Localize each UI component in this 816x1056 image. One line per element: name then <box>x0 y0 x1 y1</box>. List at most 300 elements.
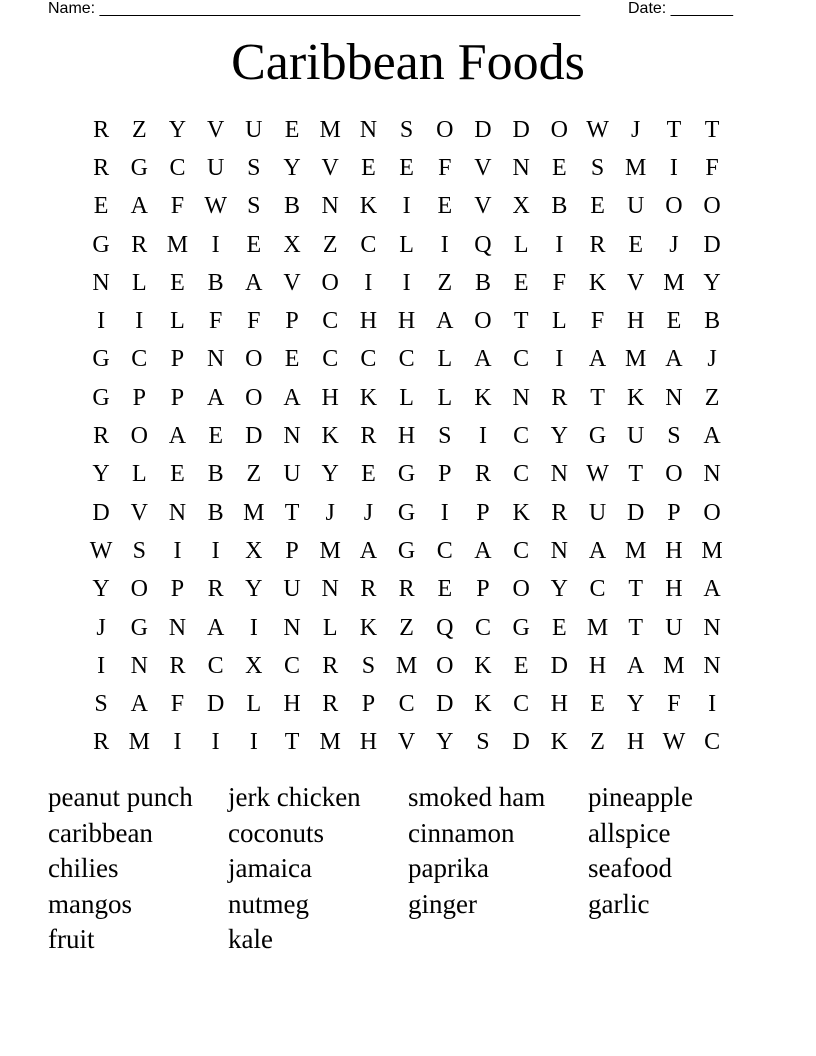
grid-letter[interactable]: I <box>173 537 182 564</box>
grid-letter[interactable]: E <box>590 691 605 718</box>
grid-letter[interactable]: R <box>474 461 491 488</box>
grid-letter[interactable]: V <box>321 154 339 181</box>
grid-letter[interactable]: N <box>168 499 187 526</box>
grid-letter[interactable]: N <box>92 269 110 296</box>
grid-letter[interactable]: O <box>321 269 339 296</box>
grid-letter[interactable]: G <box>130 614 148 641</box>
grid-letter[interactable]: Q <box>436 614 454 641</box>
grid-letter[interactable]: V <box>283 269 301 296</box>
grid-letter[interactable]: I <box>249 614 258 641</box>
grid-letter[interactable]: I <box>97 652 106 679</box>
grid-letter[interactable]: H <box>359 308 378 335</box>
grid-letter[interactable]: G <box>397 461 416 488</box>
grid-letter[interactable]: E <box>170 269 185 296</box>
grid-letter[interactable]: R <box>131 231 148 258</box>
grid-letter[interactable]: N <box>703 461 721 488</box>
grid-letter[interactable]: D <box>512 116 530 143</box>
grid-letter[interactable]: E <box>284 116 300 143</box>
grid-letter[interactable]: N <box>130 652 148 679</box>
grid-letter[interactable]: R <box>360 576 377 603</box>
grid-letter[interactable]: M <box>319 116 341 143</box>
grid-letter[interactable]: Z <box>131 116 147 143</box>
grid-letter[interactable]: C <box>284 652 301 679</box>
grid-letter[interactable]: X <box>283 231 301 258</box>
grid-letter[interactable]: S <box>438 423 452 450</box>
grid-letter[interactable]: B <box>284 193 301 220</box>
grid-letter[interactable]: W <box>586 461 609 488</box>
grid-letter[interactable]: D <box>206 691 225 718</box>
grid-letter[interactable]: A <box>627 652 645 679</box>
grid-letter[interactable]: T <box>284 499 300 526</box>
grid-letter[interactable]: U <box>283 461 301 488</box>
grid-letter[interactable]: N <box>168 614 187 641</box>
grid-letter[interactable]: G <box>92 231 110 258</box>
grid-letter[interactable]: E <box>170 461 185 488</box>
grid-letter[interactable]: G <box>588 423 607 450</box>
grid-letter[interactable]: H <box>665 537 683 564</box>
grid-letter[interactable]: N <box>665 384 683 411</box>
grid-letter[interactable]: D <box>474 116 492 143</box>
grid-letter[interactable]: E <box>437 576 453 603</box>
grid-letter[interactable]: U <box>245 116 263 143</box>
grid-letter[interactable]: A <box>283 384 301 411</box>
grid-letter[interactable]: U <box>627 193 645 220</box>
grid-letter[interactable]: N <box>321 576 339 603</box>
grid-letter[interactable]: L <box>513 231 529 258</box>
grid-letter[interactable]: C <box>589 576 606 603</box>
grid-letter[interactable]: A <box>588 537 607 564</box>
grid-letter[interactable]: L <box>322 614 338 641</box>
grid-letter[interactable]: D <box>436 691 454 718</box>
grid-letter[interactable]: O <box>703 193 721 220</box>
grid-letter[interactable]: B <box>474 269 491 296</box>
grid-letter[interactable]: Z <box>246 461 262 488</box>
grid-letter[interactable]: P <box>170 576 185 603</box>
grid-letter[interactable]: Q <box>474 231 492 258</box>
grid-letter[interactable]: N <box>321 193 339 220</box>
grid-letter[interactable]: S <box>247 193 261 220</box>
grid-letter[interactable]: W <box>586 116 609 143</box>
grid-letter[interactable]: E <box>361 461 376 488</box>
grid-letter[interactable]: O <box>130 423 148 450</box>
grid-letter[interactable]: R <box>551 384 568 411</box>
grid-letter[interactable]: T <box>628 576 644 603</box>
word-bank-item: mangos <box>48 888 132 919</box>
grid-letter[interactable]: L <box>552 308 567 335</box>
grid-letter[interactable]: U <box>627 423 645 450</box>
grid-letter[interactable]: D <box>512 729 530 756</box>
grid-letter[interactable]: T <box>666 116 682 143</box>
grid-letter[interactable]: R <box>322 652 339 679</box>
grid-letter[interactable]: S <box>590 154 605 181</box>
grid-letter[interactable]: D <box>92 499 110 526</box>
grid-letter[interactable]: E <box>284 346 300 373</box>
grid-letter[interactable]: C <box>474 614 491 641</box>
grid-letter[interactable]: I <box>364 269 373 296</box>
grid-letter[interactable]: O <box>245 346 263 373</box>
grid-letter[interactable]: Y <box>321 461 339 488</box>
grid-letter[interactable]: U <box>665 614 683 641</box>
grid-letter[interactable]: T <box>628 614 644 641</box>
word-bank-item: smoked ham <box>408 782 546 812</box>
grid-letter[interactable]: Y <box>703 269 721 296</box>
grid-letter[interactable]: B <box>551 193 568 220</box>
grid-letter[interactable]: A <box>665 346 683 373</box>
grid-letter[interactable]: I <box>173 729 182 756</box>
grid-letter[interactable]: P <box>476 499 490 526</box>
grid-letter[interactable]: C <box>131 346 148 373</box>
grid-letter[interactable]: G <box>397 537 416 564</box>
grid-letter[interactable]: E <box>552 614 567 641</box>
grid-letter[interactable]: B <box>704 308 721 335</box>
grid-letter[interactable]: C <box>360 346 377 373</box>
grid-letter[interactable]: A <box>206 384 225 411</box>
grid-letter[interactable]: F <box>667 691 681 718</box>
grid-letter[interactable]: I <box>211 231 220 258</box>
grid-letter[interactable]: H <box>321 384 339 411</box>
grid-letter[interactable]: C <box>398 691 415 718</box>
grid-letter[interactable]: L <box>399 384 414 411</box>
grid-letter[interactable]: I <box>708 691 717 718</box>
grid-letter[interactable]: E <box>437 193 453 220</box>
grid-letter[interactable]: A <box>703 423 721 450</box>
grid-letter[interactable]: L <box>131 269 147 296</box>
grid-letter[interactable]: B <box>207 499 224 526</box>
grid-letter[interactable]: P <box>476 576 490 603</box>
grid-letter[interactable]: F <box>247 308 261 335</box>
grid-letter[interactable]: L <box>246 691 262 718</box>
grid-letter[interactable]: N <box>512 384 530 411</box>
grid-letter[interactable]: N <box>283 423 301 450</box>
word-bank-item: seafood <box>588 853 672 883</box>
grid-letter[interactable]: H <box>283 691 301 718</box>
grid-letter[interactable]: M <box>166 231 189 258</box>
grid-letter[interactable]: K <box>474 691 492 718</box>
grid-letter[interactable]: X <box>512 193 530 220</box>
grid-letter[interactable]: O <box>703 499 721 526</box>
grid-letter[interactable]: Y <box>283 154 301 181</box>
grid-letter[interactable]: K <box>588 269 607 296</box>
grid-letter[interactable]: E <box>208 423 223 450</box>
word-bank-item: cinnamon <box>408 817 515 848</box>
grid-letter[interactable]: G <box>397 499 416 526</box>
grid-letter[interactable]: I <box>249 729 258 756</box>
grid-letter[interactable]: F <box>170 691 185 718</box>
grid-letter[interactable]: W <box>662 729 686 756</box>
grid-letter[interactable]: A <box>588 346 607 373</box>
grid-letter[interactable]: J <box>363 499 374 526</box>
grid-letter[interactable]: N <box>703 652 721 679</box>
grid-letter[interactable]: D <box>703 231 721 258</box>
grid-letter[interactable]: H <box>627 308 645 335</box>
grid-letter[interactable]: C <box>436 537 453 564</box>
grid-letter[interactable]: Y <box>550 576 569 603</box>
grid-letter[interactable]: G <box>92 346 110 373</box>
grid-letter[interactable]: M <box>625 154 647 181</box>
grid-letter[interactable]: R <box>93 729 110 756</box>
grid-letter[interactable]: T <box>513 308 529 335</box>
grid-letter[interactable]: T <box>284 729 300 756</box>
word-bank-item: caribbean <box>48 817 153 848</box>
grid-letter[interactable]: H <box>627 729 645 756</box>
grid-letter[interactable]: K <box>512 499 530 526</box>
grid-letter[interactable]: D <box>627 499 645 526</box>
grid-letter[interactable]: K <box>321 423 339 450</box>
grid-letter[interactable]: I <box>402 193 411 220</box>
grid-letter[interactable]: T <box>590 384 605 411</box>
grid-letter[interactable]: B <box>207 269 224 296</box>
grid-letter[interactable]: W <box>89 537 113 564</box>
grid-letter[interactable]: C <box>513 423 530 450</box>
word-search-grid <box>82 111 731 762</box>
grid-letter[interactable]: O <box>436 652 454 679</box>
grid-letter[interactable]: E <box>666 308 682 335</box>
grid-letter[interactable]: E <box>361 154 376 181</box>
grid-letter[interactable]: O <box>436 116 454 143</box>
grid-letter[interactable]: I <box>135 308 144 335</box>
grid-letter[interactable]: P <box>438 461 452 488</box>
grid-letter[interactable]: C <box>322 308 339 335</box>
grid-letter[interactable]: P <box>285 308 299 335</box>
grid-letter[interactable]: O <box>550 116 569 143</box>
grid-letter[interactable]: G <box>130 154 148 181</box>
grid-letter[interactable]: B <box>207 461 224 488</box>
grid-letter[interactable]: T <box>628 461 644 488</box>
grid-letter[interactable]: A <box>130 691 148 718</box>
grid-letter[interactable]: M <box>586 614 609 641</box>
grid-letter[interactable]: X <box>245 537 263 564</box>
grid-letter[interactable]: C <box>398 346 415 373</box>
grid-letter[interactable]: Y <box>627 691 645 718</box>
grid-letter[interactable]: D <box>550 652 569 679</box>
grid-letter[interactable]: U <box>206 154 225 181</box>
grid-letter[interactable]: M <box>701 537 723 564</box>
grid-letter[interactable]: K <box>359 614 378 641</box>
grid-letter[interactable]: P <box>667 499 681 526</box>
grid-letter[interactable]: L <box>399 231 414 258</box>
grid-letter[interactable]: R <box>551 499 568 526</box>
grid-letter[interactable]: V <box>474 154 492 181</box>
grid-letter[interactable]: C <box>169 154 186 181</box>
grid-letter[interactable]: P <box>132 384 146 411</box>
name-field-label: Name: ______________________________________________________ <box>48 0 581 17</box>
grid-letter[interactable]: I <box>669 154 678 181</box>
grid-letter[interactable]: S <box>132 537 146 564</box>
word-bank-item: paprika <box>408 853 489 883</box>
grid-letter[interactable]: A <box>245 269 263 296</box>
grid-letter[interactable]: M <box>625 537 647 564</box>
grid-letter[interactable]: S <box>667 423 681 450</box>
grid-letter[interactable]: N <box>550 537 569 564</box>
grid-letter[interactable]: C <box>513 537 530 564</box>
grid-letter[interactable]: M <box>319 729 341 756</box>
grid-letter[interactable]: V <box>397 729 416 756</box>
grid-letter[interactable]: R <box>207 576 224 603</box>
grid-letter[interactable]: H <box>588 652 607 679</box>
grid-letter[interactable]: A <box>206 614 225 641</box>
grid-letter[interactable]: R <box>93 423 110 450</box>
grid-letter[interactable]: Y <box>92 576 110 603</box>
grid-letter[interactable]: Z <box>437 269 453 296</box>
grid-letter[interactable]: F <box>590 308 605 335</box>
grid-letter[interactable]: V <box>206 116 225 143</box>
grid-letter[interactable]: C <box>513 691 530 718</box>
grid-letter[interactable]: H <box>665 576 683 603</box>
grid-letter[interactable]: M <box>395 652 418 679</box>
grid-letter[interactable]: M <box>625 346 647 373</box>
grid-letter[interactable]: H <box>397 308 416 335</box>
grid-letter[interactable]: A <box>130 193 148 220</box>
grid-letter[interactable]: K <box>359 384 378 411</box>
grid-letter[interactable]: Y <box>168 116 187 143</box>
grid-letter[interactable]: H <box>359 729 378 756</box>
grid-letter[interactable]: Z <box>590 729 605 756</box>
grid-letter[interactable]: A <box>474 346 492 373</box>
grid-letter[interactable]: R <box>398 576 415 603</box>
word-bank-item: ginger <box>408 888 477 919</box>
grid-letter[interactable]: Y <box>550 423 569 450</box>
grid-letter[interactable]: F <box>705 154 719 181</box>
grid-letter[interactable]: G <box>512 614 530 641</box>
grid-letter[interactable]: N <box>550 461 569 488</box>
grid-letter[interactable]: U <box>283 576 301 603</box>
grid-letter[interactable]: I <box>402 269 411 296</box>
grid-letter[interactable]: U <box>588 499 607 526</box>
grid-letter[interactable]: M <box>663 269 685 296</box>
grid-letter[interactable]: F <box>208 308 223 335</box>
grid-letter[interactable]: C <box>360 231 377 258</box>
grid-letter[interactable]: C <box>704 729 721 756</box>
grid-letter[interactable]: E <box>513 269 529 296</box>
grid-letter[interactable]: S <box>361 652 376 679</box>
grid-letter[interactable]: S <box>399 116 414 143</box>
grid-letter[interactable]: Z <box>399 614 414 641</box>
grid-letter[interactable]: J <box>669 231 679 258</box>
grid-letter[interactable]: C <box>207 652 224 679</box>
grid-letter[interactable]: D <box>245 423 263 450</box>
grid-letter[interactable]: A <box>474 537 492 564</box>
grid-letter[interactable]: X <box>245 652 263 679</box>
grid-letter[interactable]: Y <box>92 461 110 488</box>
grid-letter[interactable]: E <box>399 154 414 181</box>
grid-letter[interactable]: E <box>628 231 644 258</box>
grid-letter[interactable]: L <box>437 384 453 411</box>
grid-letter[interactable]: P <box>285 537 299 564</box>
grid-letter[interactable]: H <box>550 691 569 718</box>
grid-letter[interactable]: I <box>211 729 220 756</box>
grid-letter[interactable]: I <box>211 537 220 564</box>
grid-letter[interactable]: A <box>168 423 187 450</box>
grid-letter[interactable]: I <box>555 231 564 258</box>
grid-letter[interactable]: J <box>325 499 335 526</box>
grid-letter[interactable]: M <box>663 652 685 679</box>
grid-letter[interactable]: I <box>97 308 106 335</box>
grid-letter[interactable]: H <box>397 423 416 450</box>
grid-letter[interactable]: V <box>130 499 148 526</box>
grid-letter[interactable]: W <box>204 193 227 220</box>
grid-letter[interactable]: T <box>704 116 720 143</box>
grid-letter[interactable]: Y <box>245 576 263 603</box>
grid-letter[interactable]: K <box>474 384 492 411</box>
grid-letter[interactable]: F <box>552 269 567 296</box>
grid-letter[interactable]: E <box>590 193 605 220</box>
word-bank-item: peanut punch <box>48 782 193 812</box>
grid-letter[interactable]: P <box>170 384 185 411</box>
grid-letter[interactable]: P <box>361 691 376 718</box>
grid-letter[interactable]: O <box>474 308 492 335</box>
grid-letter[interactable]: O <box>665 193 683 220</box>
grid-letter[interactable]: R <box>93 116 110 143</box>
grid-letter[interactable]: C <box>513 346 530 373</box>
grid-letter[interactable]: F <box>438 154 452 181</box>
grid-letter[interactable]: A <box>359 537 378 564</box>
word-bank-item: kale <box>228 924 273 954</box>
grid-letter[interactable]: I <box>555 346 564 373</box>
grid-letter[interactable]: K <box>474 652 492 679</box>
grid-letter[interactable]: I <box>440 231 449 258</box>
grid-letter[interactable]: C <box>322 346 339 373</box>
grid-letter[interactable]: S <box>94 691 108 718</box>
grid-letter[interactable]: I <box>478 423 487 450</box>
grid-letter[interactable]: O <box>245 384 263 411</box>
grid-letter[interactable]: N <box>283 614 301 641</box>
grid-letter[interactable]: R <box>93 154 110 181</box>
grid-letter[interactable]: Y <box>436 729 454 756</box>
grid-letter[interactable]: J <box>707 346 717 373</box>
grid-letter[interactable]: L <box>437 346 453 373</box>
grid-letter[interactable]: R <box>589 231 606 258</box>
grid-letter[interactable]: R <box>169 652 186 679</box>
grid-letter[interactable]: A <box>436 308 454 335</box>
grid-letter[interactable]: M <box>319 537 341 564</box>
grid-letter[interactable]: A <box>703 576 721 603</box>
grid-letter[interactable]: K <box>359 193 378 220</box>
grid-letter[interactable]: F <box>170 193 185 220</box>
grid-letter[interactable]: N <box>703 614 721 641</box>
grid-letter[interactable]: J <box>631 116 641 143</box>
grid-letter[interactable]: S <box>247 154 261 181</box>
grid-letter[interactable]: O <box>512 576 530 603</box>
grid-letter[interactable]: G <box>92 384 110 411</box>
grid-letter[interactable]: E <box>552 154 567 181</box>
grid-letter[interactable]: K <box>550 729 569 756</box>
grid-letter[interactable]: L <box>170 308 185 335</box>
grid-letter[interactable]: E <box>246 231 262 258</box>
grid-letter[interactable]: Z <box>322 231 338 258</box>
grid-letter[interactable]: O <box>665 461 683 488</box>
grid-letter[interactable]: J <box>96 614 106 641</box>
grid-letter[interactable]: V <box>474 193 492 220</box>
grid-letter[interactable]: O <box>130 576 148 603</box>
grid-letter[interactable]: L <box>131 461 147 488</box>
grid-letter[interactable]: C <box>513 461 530 488</box>
grid-letter[interactable]: V <box>627 269 645 296</box>
grid-letter[interactable]: R <box>322 691 339 718</box>
grid-letter[interactable]: E <box>93 193 109 220</box>
grid-letter[interactable]: K <box>627 384 645 411</box>
grid-letter[interactable]: I <box>440 499 449 526</box>
grid-letter[interactable]: N <box>206 346 225 373</box>
grid-letter[interactable]: P <box>170 346 185 373</box>
grid-letter[interactable]: S <box>476 729 490 756</box>
grid-letter[interactable]: N <box>359 116 378 143</box>
grid-letter[interactable]: R <box>360 423 377 450</box>
grid-letter[interactable]: M <box>243 499 265 526</box>
grid-letter[interactable]: M <box>128 729 150 756</box>
grid-letter[interactable]: Z <box>704 384 720 411</box>
grid-letter[interactable]: N <box>512 154 530 181</box>
grid-letter[interactable]: E <box>513 652 529 679</box>
